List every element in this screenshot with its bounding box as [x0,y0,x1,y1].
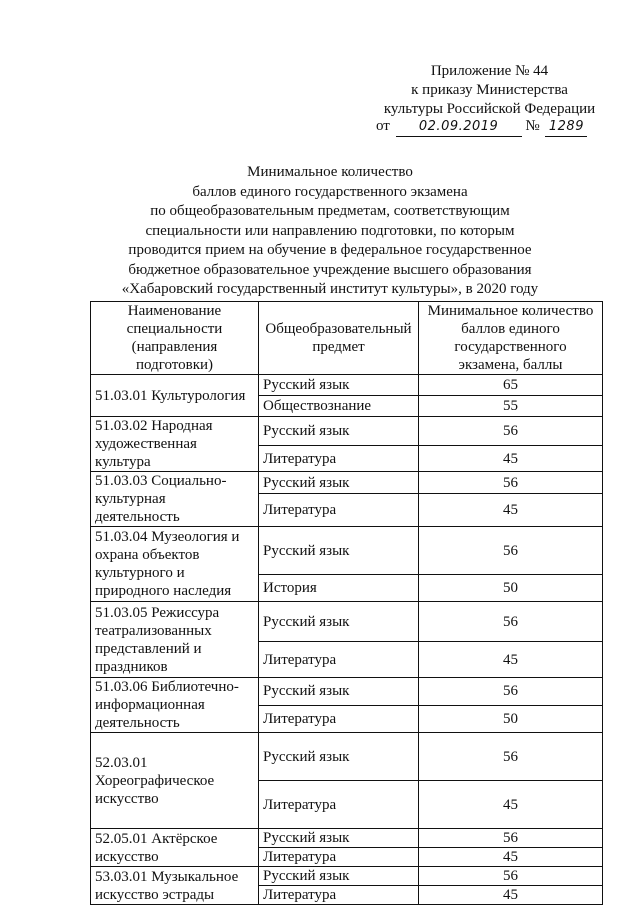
subject-cell: Русский язык [259,417,419,446]
number-label: № [525,118,540,134]
score-cell: 45 [419,642,603,678]
score-cell: 56 [419,527,603,575]
score-cell: 45 [419,886,603,905]
score-cell: 45 [419,781,603,829]
subject-cell: История [259,575,419,602]
subject-cell: Русский язык [259,602,419,642]
specialty-cell: 51.03.02 Народная художественная культура [91,417,259,472]
subject-cell: Литература [259,705,419,733]
subject-cell: Русский язык [259,829,419,848]
specialty-cell: 51.03.05 Режиссура театрализованных представлений и праздников [91,602,259,678]
title-line: Минимальное количество [247,164,413,180]
title-line: баллов единого государственного экзамена [192,183,468,200]
title-line: «Хабаровский государственный институт культуры», в 2020 году [121,281,539,297]
title-line: по общеобразовательным предметам, соответствующим [150,203,510,219]
specialty-cell: 51.03.04 Музеология и охрана объектов культурного и природного наследия [91,527,259,602]
subject-cell: Литература [259,642,419,678]
header-subject: Общеобразовательный предмет [259,302,419,375]
subject-cell: Русский язык [259,472,419,494]
title-line: специальности или направлению подготовки, по которым [145,222,515,239]
score-cell: 56 [419,867,603,886]
subject-cell: Обществознание [259,396,419,417]
subject-cell: Литература [259,848,419,867]
score-cell: 45 [419,848,603,867]
subject-cell: Литература [259,781,419,829]
score-cell: 56 [419,678,603,706]
specialty-cell: 52.05.01 Актёрское искусство [91,829,259,867]
exam-scores-table [90,301,603,905]
title-line: проводится прием на обучение в федеральное государственное [128,242,532,258]
specialty-cell: 51.03.03 Социально-культурная деятельность [91,472,259,527]
document-title [60,163,600,300]
score-cell: 55 [419,396,603,417]
handwritten-date: 02.09.2019 [396,117,522,137]
appendix-number: Приложение № 44 [430,63,549,79]
specialty-cell: 53.03.01 Музыкальное искусство эстрады [91,867,259,905]
order-date-line [376,117,606,137]
score-cell: 45 [419,494,603,527]
order-reference: к приказу Министерства [411,82,568,98]
subject-cell: Русский язык [259,733,419,781]
subject-cell: Русский язык [259,867,419,886]
subject-cell: Литература [259,494,419,527]
handwritten-number: 1289 [545,117,587,137]
score-cell: 56 [419,733,603,781]
score-cell: 56 [419,472,603,494]
score-cell: 56 [419,417,603,446]
title-line: бюджетное образовательное учреждение высшего образования [128,261,532,278]
ministry-name: культуры Российской Федерации [383,101,596,117]
header-min-score: Минимальное количество баллов единого государственного экзамена, баллы [419,302,603,375]
subject-cell: Литература [259,886,419,905]
score-cell: 56 [419,829,603,848]
score-cell: 65 [419,375,603,396]
score-cell: 56 [419,602,603,642]
header-specialty: Наименование специальности (направления подготовки) [91,302,259,375]
subject-cell: Литература [259,446,419,472]
subject-cell: Русский язык [259,375,419,396]
appendix-header [372,62,607,119]
from-label: от [376,118,390,134]
subject-cell: Русский язык [259,678,419,706]
specialty-cell: 52.03.01 Хореографическое искусство [91,733,259,829]
subject-cell: Русский язык [259,527,419,575]
score-cell: 50 [419,575,603,602]
specialty-cell: 51.03.01 Культурология [91,375,259,417]
score-cell: 50 [419,705,603,733]
score-cell: 45 [419,446,603,472]
specialty-cell: 51.03.06 Библиотечно-информационная деятельность [91,678,259,733]
